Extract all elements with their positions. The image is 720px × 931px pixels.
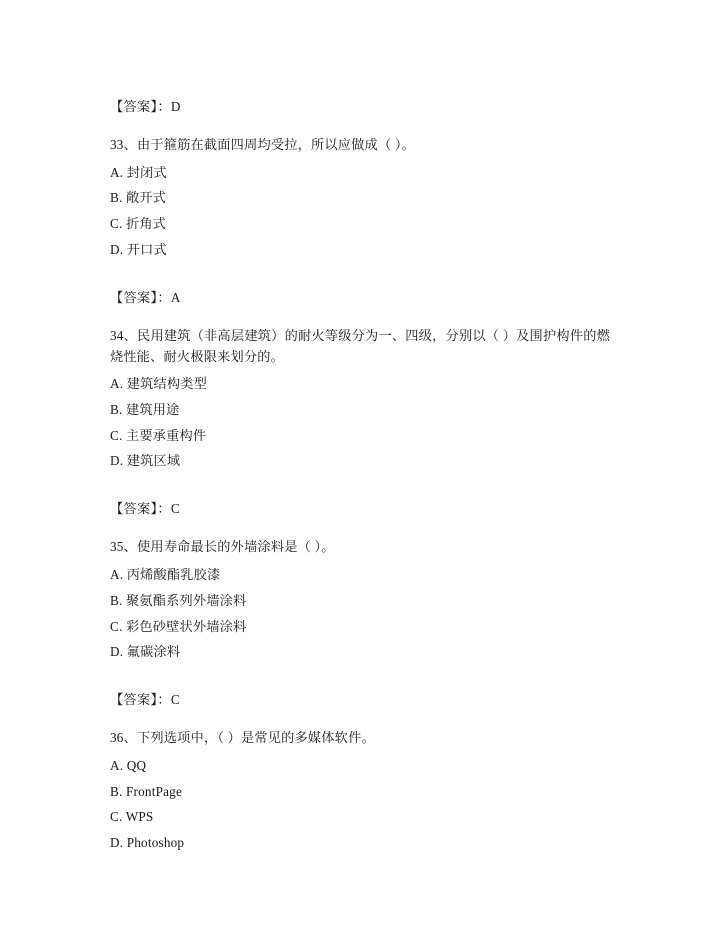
question-option: B. 建筑用途 bbox=[110, 401, 180, 417]
question-option: C. WPS bbox=[110, 809, 154, 825]
answer-line: 【答案】：C bbox=[110, 501, 180, 517]
question-option: A. 丙烯酸酯乳胶漆 bbox=[110, 566, 221, 582]
question-option: A. 建筑结构类型 bbox=[110, 376, 208, 392]
question-option: A. 封闭式 bbox=[110, 164, 167, 180]
answer-line: 【答案】：D bbox=[110, 99, 181, 114]
question-option: D. 建筑区域 bbox=[110, 453, 181, 469]
question-block bbox=[110, 135, 610, 259]
question-stem: 36、下列选项中，（ ）是常见的多媒体软件。 bbox=[110, 730, 375, 746]
question-option: B. 聚氨酯系列外墙涂料 bbox=[110, 592, 247, 608]
question-option: D. Photoshop bbox=[110, 835, 185, 851]
question-block bbox=[110, 326, 610, 470]
question-stem: 33、由于箍筋在截面四周均受拉，所以应做成（ ）。 bbox=[110, 137, 416, 153]
question-block bbox=[110, 728, 610, 852]
question-block bbox=[110, 537, 610, 661]
question-option: B. FrontPage bbox=[110, 783, 183, 799]
block-spacer bbox=[110, 683, 610, 693]
block-spacer bbox=[110, 492, 610, 502]
question-option: D. 开口式 bbox=[110, 242, 167, 258]
question-option: D. 氟碳涂料 bbox=[110, 644, 181, 660]
question-stem: 34、民用建筑（非高层建筑）的耐火等级分为一、四级，分别以（ ）及围护构件的燃烧性能、耐火极限来划分的。 bbox=[110, 328, 610, 364]
question-option: A. QQ bbox=[110, 757, 147, 773]
question-stem: 35、使用寿命最长的外墙涂料是（ ）。 bbox=[110, 539, 335, 555]
question-option: C. 彩色砂壁状外墙涂料 bbox=[110, 618, 247, 634]
question-option: C. 折角式 bbox=[110, 216, 167, 232]
question-option: C. 主要承重构件 bbox=[110, 427, 207, 443]
block-spacer bbox=[110, 281, 610, 291]
document-body bbox=[110, 100, 610, 852]
answer-line: 【答案】：C bbox=[110, 692, 180, 708]
answer-line: 【答案】：A bbox=[110, 289, 181, 305]
question-option: B. 敞开式 bbox=[110, 190, 167, 206]
